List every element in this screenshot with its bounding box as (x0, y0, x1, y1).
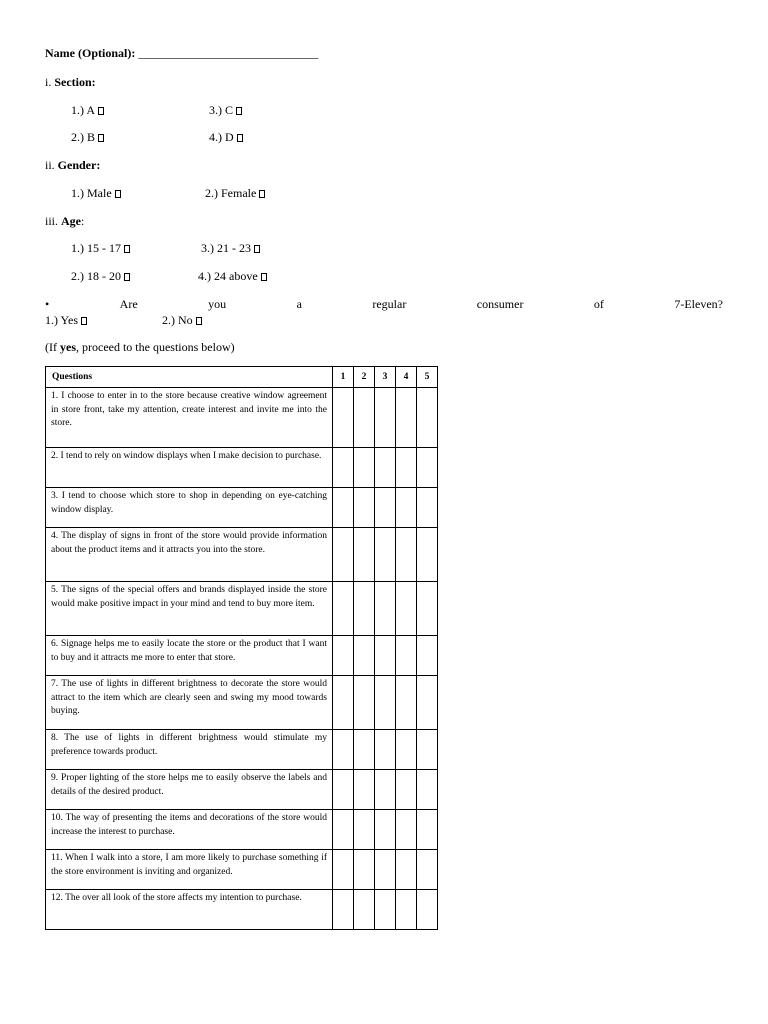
question-text: 1. I choose to enter in to the store because creative window agreement in store front, take my attention, create interest and invite me into the store. (46, 388, 333, 448)
table-row (46, 528, 438, 582)
rating-cell[interactable] (417, 388, 438, 448)
rating-cell[interactable] (375, 810, 396, 850)
gender-heading (45, 158, 100, 173)
rating-cell[interactable] (333, 388, 354, 448)
rating-cell[interactable] (333, 582, 354, 636)
rating-cell[interactable] (417, 636, 438, 676)
rating-cell[interactable] (333, 810, 354, 850)
checkbox-icon[interactable] (124, 245, 130, 253)
checkbox-icon[interactable] (236, 107, 242, 115)
rating-cell[interactable] (333, 770, 354, 810)
question-text: 12. The over all look of the store affects my intention to purchase. (46, 890, 333, 930)
rating-cell[interactable] (396, 810, 417, 850)
rating-cell[interactable] (417, 582, 438, 636)
name-underline: ______________________________ (138, 46, 319, 60)
rating-cell[interactable] (354, 448, 375, 488)
section-option-c[interactable]: 3.) C (209, 103, 242, 118)
table-row (46, 770, 438, 810)
table-row (46, 388, 438, 448)
rating-cell[interactable] (396, 448, 417, 488)
table-row (46, 676, 438, 730)
section-option-a[interactable]: 1.) A (71, 103, 104, 118)
checkbox-icon[interactable] (81, 317, 87, 325)
rating-cell[interactable] (396, 488, 417, 528)
rating-cell[interactable] (375, 890, 396, 930)
checkbox-icon[interactable] (124, 273, 130, 281)
question-text: 10. The way of presenting the items and decorations of the store would increase the interest to purchase. (46, 810, 333, 850)
rating-cell[interactable] (354, 488, 375, 528)
rating-cell[interactable] (354, 388, 375, 448)
rating-cell[interactable] (354, 676, 375, 730)
question-text: 5. The signs of the special offers and brands displayed inside the store would make positive impact in your mind and tend to buy more item. (46, 582, 333, 636)
rating-cell[interactable] (375, 850, 396, 890)
rating-cell[interactable] (375, 388, 396, 448)
table-header-row (46, 367, 438, 388)
gender-label: Gender: (57, 158, 101, 172)
rating-cell[interactable] (333, 488, 354, 528)
rating-cell[interactable] (375, 488, 396, 528)
age-heading: iii. Age: (45, 214, 85, 228)
question-text: 3. I tend to choose which store to shop in depending on eye-catching window display. (46, 488, 333, 528)
table-row (46, 448, 438, 488)
rating-cell[interactable] (396, 388, 417, 448)
checkbox-icon[interactable] (237, 134, 243, 142)
scale-header-3: 3 (375, 367, 396, 388)
rating-cell[interactable] (375, 676, 396, 730)
gender-option-male[interactable]: 1.) Male (71, 186, 121, 201)
age-option-18-20[interactable]: 2.) 18 - 20 (71, 269, 130, 284)
rating-cell[interactable] (354, 770, 375, 810)
table-row (46, 582, 438, 636)
rating-cell[interactable] (417, 770, 438, 810)
name-label: Name (Optional): (45, 46, 136, 60)
table-row (46, 488, 438, 528)
table-row (46, 850, 438, 890)
rating-cell[interactable] (396, 636, 417, 676)
rating-cell[interactable] (375, 528, 396, 582)
rating-cell[interactable] (354, 730, 375, 770)
question-text: 9. Proper lighting of the store helps me to easily observe the labels and details of the desired product. (46, 770, 333, 810)
scale-header-5: 5 (417, 367, 438, 388)
rating-cell[interactable] (375, 770, 396, 810)
rating-cell[interactable] (333, 448, 354, 488)
checkbox-icon[interactable] (196, 317, 202, 325)
instruction-text: (If yes, proceed to the questions below) (45, 340, 235, 354)
checkbox-icon[interactable] (98, 134, 104, 142)
rating-cell[interactable] (333, 528, 354, 582)
rating-cell[interactable] (417, 676, 438, 730)
rating-cell[interactable] (333, 850, 354, 890)
rating-cell[interactable] (375, 448, 396, 488)
age-option-15-17[interactable]: 1.) 15 - 17 (71, 241, 130, 256)
age-option-24-above[interactable]: 4.) 24 above (198, 269, 267, 284)
rating-cell[interactable] (417, 528, 438, 582)
rating-cell[interactable] (396, 582, 417, 636)
question-text: 8. The use of lights in different brightness would stimulate my preference towards product. (46, 730, 333, 770)
section-option-d[interactable]: 4.) D (209, 130, 243, 145)
question-text: 6. Signage helps me to easily locate the store or the product that I want to buy and it attracts me more to enter that store. (46, 636, 333, 676)
consumer-option-yes[interactable]: 1.) Yes (45, 313, 87, 328)
consumer-option-no[interactable]: 2.) No (162, 313, 202, 328)
rating-cell[interactable] (396, 770, 417, 810)
rating-cell[interactable] (354, 810, 375, 850)
scale-header-4: 4 (396, 367, 417, 388)
checkbox-icon[interactable] (254, 245, 260, 253)
question-text: 11. When I walk into a store, I am more likely to purchase something if the store environment is inviting and organized. (46, 850, 333, 890)
age-option-21-23[interactable]: 3.) 21 - 23 (201, 241, 260, 256)
bullet-icon: • (45, 297, 50, 311)
checkbox-icon[interactable] (115, 190, 121, 198)
rating-cell[interactable] (354, 582, 375, 636)
survey-table (45, 366, 438, 930)
rating-cell[interactable] (333, 890, 354, 930)
rating-cell[interactable] (417, 730, 438, 770)
scale-header-1: 1 (333, 367, 354, 388)
age-number: iii. (45, 214, 59, 228)
rating-cell[interactable] (396, 528, 417, 582)
rating-cell[interactable] (396, 730, 417, 770)
question-text: 7. The use of lights in different brightness to decorate the store would attract to the item which are clearly seen and swing my mood towards buying. (46, 676, 333, 730)
rating-cell[interactable] (417, 890, 438, 930)
checkbox-icon[interactable] (261, 273, 267, 281)
rating-cell[interactable] (417, 448, 438, 488)
rating-cell[interactable] (333, 636, 354, 676)
rating-cell[interactable] (333, 676, 354, 730)
table-row (46, 730, 438, 770)
scale-header-2: 2 (354, 367, 375, 388)
section-option-b[interactable]: 2.) B (71, 130, 104, 145)
section-heading (45, 75, 96, 90)
rating-cell[interactable] (417, 810, 438, 850)
rating-cell[interactable] (333, 730, 354, 770)
rating-cell[interactable] (354, 636, 375, 676)
rating-cell[interactable] (375, 730, 396, 770)
checkbox-icon[interactable] (98, 107, 104, 115)
rating-cell[interactable] (417, 488, 438, 528)
rating-cell[interactable] (396, 890, 417, 930)
name-field[interactable] (45, 46, 318, 61)
table-row (46, 636, 438, 676)
question-text: 2. I tend to rely on window displays when I make decision to purchase. (46, 448, 333, 488)
rating-cell[interactable] (354, 528, 375, 582)
rating-cell[interactable] (396, 850, 417, 890)
consumer-question: • Are you a regular consumer of 7-Eleven? (45, 297, 723, 311)
age-label: Age (61, 214, 82, 228)
question-text: 4. The display of signs in front of the store would provide information about the product items and it attracts you into the store. (46, 528, 333, 582)
checkbox-icon[interactable] (259, 190, 265, 198)
gender-number: ii. (45, 158, 55, 172)
rating-cell[interactable] (417, 850, 438, 890)
gender-option-female[interactable]: 2.) Female (205, 186, 265, 201)
rating-cell[interactable] (354, 850, 375, 890)
section-number: i. (45, 75, 52, 89)
questions-header: Questions (46, 367, 333, 388)
rating-cell[interactable] (375, 636, 396, 676)
table-row (46, 890, 438, 930)
table-row (46, 810, 438, 850)
rating-cell[interactable] (375, 582, 396, 636)
rating-cell[interactable] (396, 676, 417, 730)
rating-cell[interactable] (354, 890, 375, 930)
section-label: Section: (54, 75, 96, 89)
